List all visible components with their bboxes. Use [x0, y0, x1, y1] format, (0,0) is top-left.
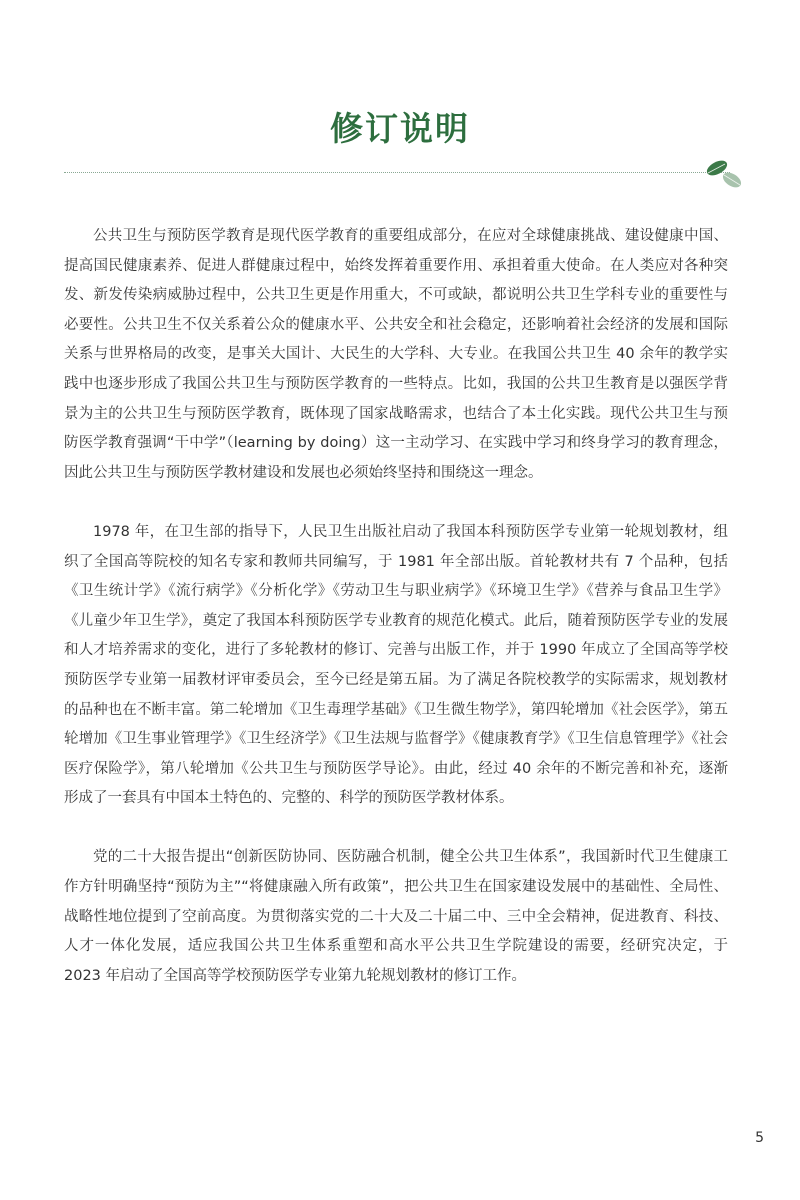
- paragraph-1: 公共卫生与预防医学教育是现代医学教育的重要组成部分，在应对全球健康挑战、建设健康中国、提高国民健康素养、促进人群健康过程中，始终发挥着重要作用、承担着重大使命。在人类应对各种突发、新发传染病威胁过程中，公共卫生更是作用重大，不可或缺，都说明公共卫生学科专业的重要性与必要性。公共卫生不仅关系着公众的健康水平、公共安全和社会稳定，还影响着社会经济的发展和国际关系与世界格局的改变，是事关大国计、大民生的大学科、大专业。在我国公共卫生 40 余年的教学实践中也逐步形成了我国公共卫生与预防医学教育的一些特点。比如，我国的公共卫生教育是以强医学背景为主的公共卫生与预防医学教育，既体现了国家战略需求，也结合了本土化实践。现代公共卫生与预防医学教育强调“干中学”（learning by doing）这一主动学习、在实践中学习和终身学习的教育理念，因此公共卫生与预防医学教材建设和发展也必须始终坚持和围绕这一理念。: [64, 228, 728, 481]
- page-title: 修订说明: [330, 109, 470, 148]
- title-divider: [64, 172, 730, 173]
- paragraph-3: 党的二十大报告提出“创新医防协同、医防融合机制，健全公共卫生体系”，我国新时代卫生健康工作方针明确坚持“预防为主”“将健康融入所有政策”，把公共卫生在国家建设发展中的基础性、全局性、战略性地位提到了空前高度。为贯彻落实党的二十大及二十届二中、三中全会精神，促进教育、科技、人才一体化发展，适应我国公共卫生体系重塑和高水平公共卫生学院建设的需要，经研究决定，于 2023 年启动了全国高等学校预防医学专业第九轮规划教材的修订工作。: [64, 849, 728, 984]
- body-text: [64, 222, 728, 991]
- page-number: 5: [755, 1130, 764, 1146]
- paragraph-2: 1978 年，在卫生部的指导下，人民卫生出版社启动了我国本科预防医学专业第一轮规划教材，组织了全国高等院校的知名专家和教师共同编写，于 1981 年全部出版。首轮教材共有 7 个品种，包括《卫生统计学》《流行病学》《分析化学》《劳动卫生与职业病学》《环境卫生学》《营养与食品卫生学》《儿童少年卫生学》，奠定了我国本科预防医学专业教育的规范化模式。此后，随着预防医学专业的发展和人才培养需求的变化，进行了多轮教材的修订、完善与出版工作，并于 1990 年成立了全国高等学校预防医学专业第一届教材评审委员会，至今已经是第五届。为了满足各院校教学的实际需求，规划教材的品种也在不断丰富。第二轮增加《卫生毒理学基础》《卫生微生物学》，第四轮增加《社会医学》，第五轮增加《卫生事业管理学》《卫生经济学》《卫生法规与监督学》《健康教育学》《卫生信息管理学》《社会医疗保险学》，第八轮增加《公共卫生与预防医学导论》。由此，经过 40 余年的不断完善和补充，逐渐形成了一套具有中国本土特色的、完整的、科学的预防医学教材体系。: [64, 523, 728, 807]
- leaf-light: [720, 170, 743, 191]
- leaves-icon: [700, 154, 746, 194]
